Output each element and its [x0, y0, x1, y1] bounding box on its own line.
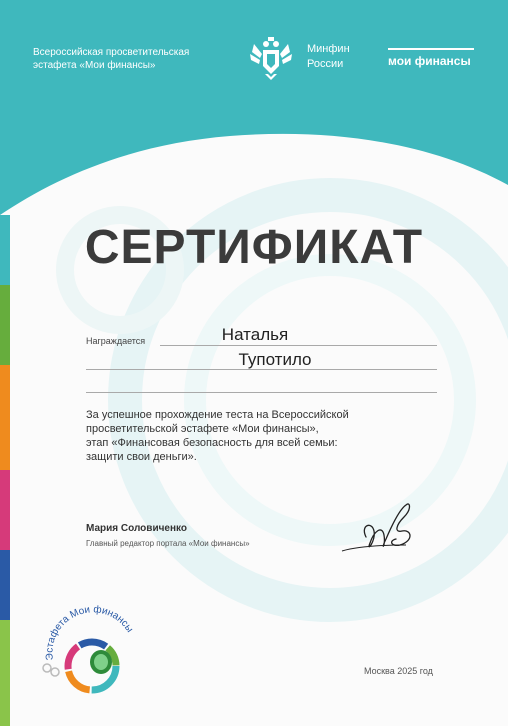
organization-name — [33, 46, 213, 72]
relay-logo-text: Эстафета Мои финансы — [44, 604, 136, 661]
organization-line-1: Всероссийская просветительская — [33, 47, 190, 58]
certificate-title: СЕРТИФИКАТ — [84, 221, 424, 274]
recipient-first-name: Наталья — [221, 325, 289, 344]
description-line-3: этап «Финансовая безопасность для всей семьи: — [86, 437, 338, 449]
signatory-position: Главный редактор портала «Мои финансы» — [86, 539, 250, 548]
eagle-emblem-icon — [246, 34, 296, 82]
recipient-line-1 — [160, 345, 437, 346]
achievement-description — [86, 408, 396, 464]
organization-line-2: эстафета «Мои финансы» — [33, 60, 156, 71]
recipient-line-2 — [86, 369, 437, 370]
ministry-name — [307, 42, 350, 72]
brand-bar — [388, 48, 474, 50]
handwritten-signature — [336, 495, 428, 560]
signatory-name: Мария Соловиченко — [86, 523, 187, 534]
relay-logo — [35, 598, 145, 703]
recipient-last-name: Тупотило — [238, 350, 312, 369]
recipient-line-3 — [86, 392, 437, 393]
ministry-line-2: России — [307, 58, 344, 70]
description-line-1: За успешное прохождение теста на Всероссийской — [86, 409, 349, 421]
brand-logo-text: мои финансы — [388, 54, 471, 68]
city-year: Москва 2025 год — [364, 666, 433, 676]
ministry-line-1: Минфин — [307, 43, 350, 55]
award-label: Награждается — [86, 336, 146, 346]
description-line-4: защити свои деньги». — [86, 451, 197, 463]
description-line-2: просветительской эстафете «Мои финансы», — [86, 423, 319, 435]
